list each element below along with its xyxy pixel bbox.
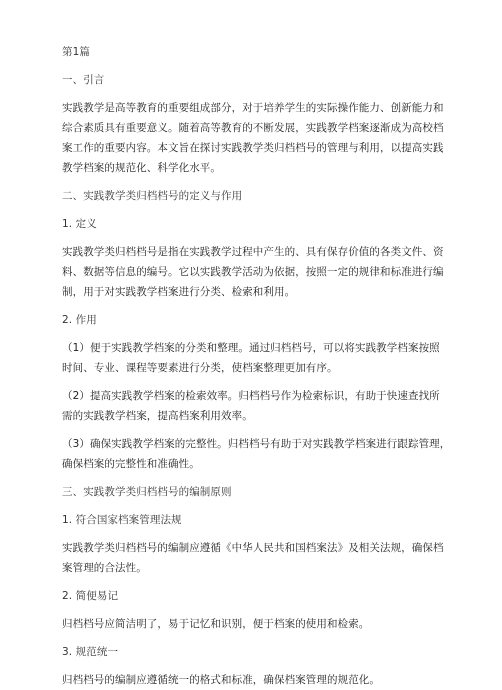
role-line: （3）确保实践教学档案的完整性。归档档号有助于对实践教学档案进行跟踪管理， xyxy=(62,438,451,450)
subsection-heading: 1. 符合国家档案管理法规 xyxy=(62,514,182,526)
principle-3-paragraph xyxy=(62,670,440,690)
role-item-3 xyxy=(62,434,451,474)
intro-line: 教学档案的规范化、科学化水平。 xyxy=(62,162,221,174)
document-page xyxy=(62,42,451,690)
subsection-heading: 2. 作用 xyxy=(62,314,97,326)
role-item-1 xyxy=(62,338,440,378)
role-line: （1）便于实践教学档案的分类和整理。通过归档档号，可以将实践教学档案按照 xyxy=(62,342,440,354)
principle-line: 案管理的合法性。 xyxy=(62,562,147,574)
section-heading: 二、实践教学类归档档号的定义与作用 xyxy=(62,190,243,202)
principle-2-paragraph xyxy=(62,614,440,634)
principle-1-paragraph xyxy=(62,538,444,578)
subsection-heading: 1. 定义 xyxy=(62,218,97,230)
definition-line: 实践教学类归档档号是指在实践教学过程中产生的、具有保存价值的各类文件、资 xyxy=(62,246,444,258)
role-line: 需的实践教学档案，提高档案利用效率。 xyxy=(62,410,253,422)
subsection-heading: 3. 规范统一 xyxy=(62,646,119,658)
principle-line: 归档档号应简洁明了，易于记忆和识别，便于档案的使用和检索。 xyxy=(62,618,370,630)
role-line: 时间、专业、课程等要素进行分类，使档案整理更加有序。 xyxy=(62,362,338,374)
definition-paragraph xyxy=(62,242,444,302)
section-heading: 三、实践教学类归档档号的编制原则 xyxy=(62,486,232,498)
role-line: （2）提高实践教学档案的检索效率。归档档号作为检索标识，有助于快速查找所 xyxy=(62,390,440,402)
intro-paragraph xyxy=(62,98,444,178)
definition-line: 制，用于对实践教学档案进行分类、检索和利用。 xyxy=(62,286,296,298)
principle-line: 实践教学类归档档号的编制应遵循《中华人民共和国档案法》及相关法规，确保档 xyxy=(62,542,444,554)
intro-line: 实践教学是高等教育的重要组成部分，对于培养学生的实际操作能力、创新能力和 xyxy=(62,102,444,114)
principle-line: 归档档号的编制应遵循统一的格式和标准，确保档案管理的规范化。 xyxy=(62,674,380,686)
subsection-heading: 2. 简便易记 xyxy=(62,590,119,602)
intro-line: 综合素质具有重要意义。随着高等教育的不断发展，实践教学档案逐渐成为高校档 xyxy=(62,122,444,134)
role-line: 确保档案的完整性和准确性。 xyxy=(62,458,200,470)
definition-line: 料、数据等信息的编号。它以实践教学活动为依据，按照一定的规律和标准进行编 xyxy=(62,266,444,278)
page-label: 第1篇 xyxy=(62,46,90,58)
intro-line: 案工作的重要内容。本文旨在探讨实践教学类归档档号的管理与利用，以提高实践 xyxy=(62,142,444,154)
role-item-2 xyxy=(62,386,440,426)
intro-heading: 一、引言 xyxy=(62,74,105,86)
